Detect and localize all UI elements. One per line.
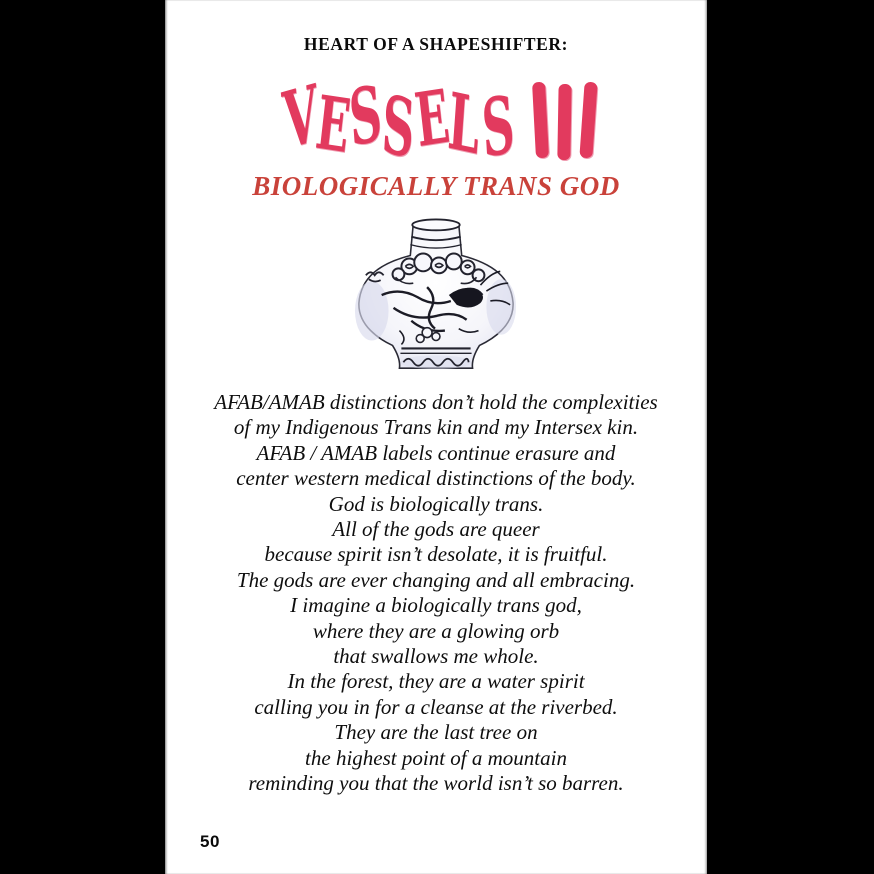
poem-line: center western medical distinctions of the body. [236,466,636,491]
numeral-bar [557,84,571,160]
poem-line: reminding you that the world isn’t so barren. [248,771,624,796]
title-letter: V [279,68,322,168]
porcelain-vessel-illustration [341,214,531,382]
numeral-bar [579,82,597,159]
poem-line: where they are a glowing orb [312,618,560,643]
poem-line: that swallows me whole. [333,644,539,669]
poem-text [176,390,696,797]
title-letter: S [346,68,385,165]
title-word-vessels [277,68,517,177]
title-letter: S [479,78,517,177]
title-artwork [277,68,595,177]
poem-line: because spirit isn’t desolate, it is fruitful. [264,542,608,567]
page-number: 50 [200,832,220,851]
numeral-bar [532,82,549,159]
roman-numeral-III [534,82,595,158]
poem-line: of my Indigenous Trans kin and my Intersex kin. [233,415,639,440]
poem-line: the highest point of a mountain [305,745,567,770]
page-header: HEART OF A SHAPESHIFTER: [303,34,569,54]
poem-line: I imagine a biologically trans god, [290,593,582,618]
poem-line: In the forest, they are a water spirit [287,669,585,694]
title-letter: L [445,76,483,173]
title-letter: E [411,74,454,164]
poem-line: calling you in for a cleanse at the riverbed. [254,694,618,719]
vessel-drawing [341,214,531,382]
poem-line: God is biologically trans. [328,491,544,516]
poem-line: The gods are ever changing and all embracing. [236,567,636,592]
poem-line: AFAB/AMAB distinctions don’t hold the complexities [214,390,658,414]
title-letter: E [311,80,355,170]
title-letter: S [379,78,417,177]
page-subtitle: BIOLOGICALLY TRANS GOD [252,171,620,201]
book-page [165,0,707,874]
poem-line: They are the last tree on [334,720,538,745]
poem-line: AFAB / AMAB labels continue erasure and [256,440,616,465]
poem-line: All of the gods are queer [332,517,540,542]
